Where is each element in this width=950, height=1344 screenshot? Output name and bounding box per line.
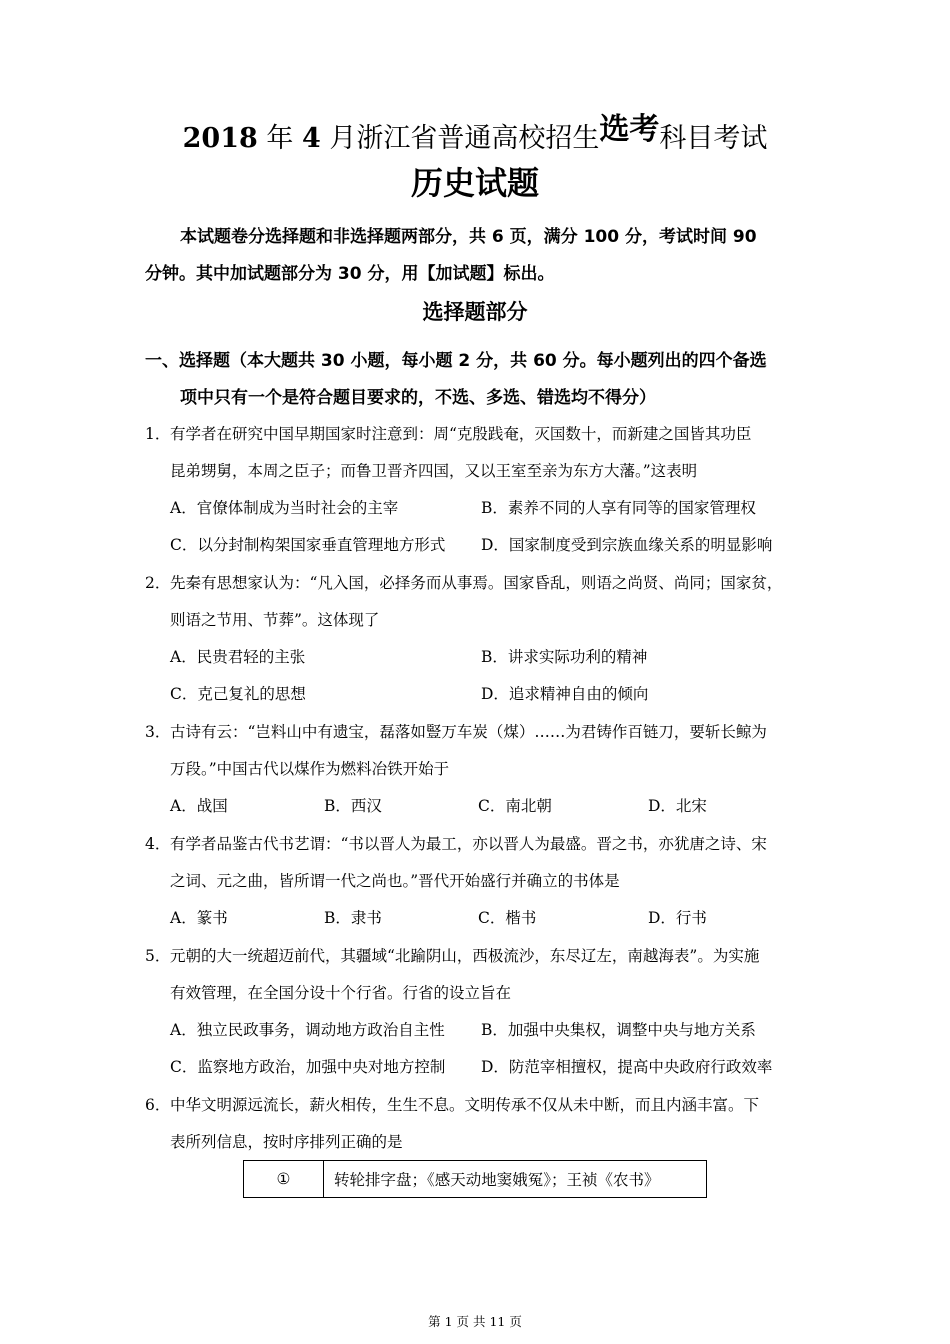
option-b: B．素养不同的人享有同等的国家管理权 xyxy=(481,499,756,517)
question-text: 万段。”中国古代以煤作为燃料冶铁开始于 xyxy=(170,760,450,778)
option-d: D．北宋 xyxy=(648,797,707,815)
option-b: B．隶书 xyxy=(324,909,382,927)
question-text: 则语之节用、节葬”。这体现了 xyxy=(170,611,380,629)
question-text: 先秦有思想家认为：“凡入国，必择务而从事焉。国家昏乱，则语之尚贤、尚同；国家贫， xyxy=(170,574,783,592)
title-month: 4 xyxy=(301,123,321,154)
option-c: C．监察地方政治，加强中央对地方控制 xyxy=(170,1058,446,1076)
title-nian: 年 xyxy=(257,123,302,154)
option-d: D．追求精神自由的倾向 xyxy=(481,685,649,703)
question-text: 古诗有云：“岂料山中有遗宝，磊落如豎万车炭（煤）……为君铸作百链刀，要斩长鲸为 xyxy=(170,723,767,741)
question-text: 表所列信息，按时序排列正确的是 xyxy=(170,1133,403,1151)
option-d: D．防范宰相擅权，提高中央政府行政效率 xyxy=(481,1058,773,1076)
page-footer: 第 1 页 共 11 页 xyxy=(428,1314,522,1329)
intro-line-2: 分钟。其中加试题部分为 30 分，用【加试题】标出。 xyxy=(145,264,555,284)
option-c: C．南北朝 xyxy=(478,797,552,815)
option-d: D．国家制度受到宗族血缘关系的明显影响 xyxy=(481,536,773,554)
question-number: 2． xyxy=(145,574,171,592)
option-a: A．独立民政事务，调动地方政治自主性 xyxy=(170,1021,445,1039)
option-a: A．民贵君轻的主张 xyxy=(170,648,306,666)
question-text: 昆弟甥舅，本周之臣子；而鲁卫晋齐四国，又以王室至亲为东方大藩。”这表明 xyxy=(170,462,698,480)
option-c: C．以分封制构架国家垂直管理地方形式 xyxy=(170,536,446,554)
question-text: 有学者品鉴古代书艺谓：“书以晋人为最工，亦以晋人为最盛。晋之书，亦犹唐之诗、宋 xyxy=(170,835,767,853)
question-number: 3． xyxy=(145,723,171,741)
question-text: 元朝的大一统超迈前代，其疆域“北踰阴山，西极流沙，东尽辽左，南越海表”。为实施 xyxy=(170,947,760,965)
part-one-line-1: 一、选择题（本大题共 30 小题，每小题 2 分，共 60 分。每小题列出的四个备选 xyxy=(145,351,767,371)
question-text: 中华文明源远流长，薪火相传，生生不息。文明传承不仅从未中断，而且内涵丰富。下 xyxy=(170,1096,760,1114)
exam-title xyxy=(0,112,950,156)
question-text: 之词、元之曲，皆所谓一代之尚也。”晋代开始盛行并确立的书体是 xyxy=(170,872,620,890)
option-c: C．楷书 xyxy=(478,909,537,927)
option-a: A．战国 xyxy=(170,797,228,815)
title-year: 2018 xyxy=(182,123,258,154)
title-rest: 月浙江省普通高校招生 xyxy=(320,123,600,154)
option-c: C．克己复礼的思想 xyxy=(170,685,306,703)
option-a: A．官僚体制成为当时社会的主宰 xyxy=(170,499,399,517)
option-b: B．讲求实际功利的精神 xyxy=(481,648,648,666)
option-b: B．西汉 xyxy=(324,797,382,815)
question-text: 有学者在研究中国早期国家时注意到：周“克殷践奄，灭国数十，而新建之国皆其功臣 xyxy=(170,425,752,443)
part-one-line-2: 项中只有一个是符合题目要求的，不选、多选、错选均不得分） xyxy=(180,388,656,408)
option-d: D．行书 xyxy=(648,909,707,927)
option-a: A．篆书 xyxy=(170,909,228,927)
subject-title: 历史试题 xyxy=(410,164,539,202)
question-number: 4． xyxy=(145,835,171,853)
title-xuankao: 选考 xyxy=(599,112,660,147)
question-number: 6． xyxy=(145,1096,171,1114)
question-number: 5． xyxy=(145,947,171,965)
title-end: 科目考试 xyxy=(659,123,768,154)
table-row-number: ① xyxy=(244,1161,324,1197)
section-title: 选择题部分 xyxy=(422,300,528,324)
info-table xyxy=(243,1160,707,1198)
intro-line-1: 本试题卷分选择题和非选择题两部分，共 6 页，满分 100 分，考试时间 90 xyxy=(180,227,757,247)
question-number: 1． xyxy=(145,425,171,443)
question-text: 有效管理，在全国分设十个行省。行省的设立旨在 xyxy=(170,984,512,1002)
option-b: B．加强中央集权，调整中央与地方关系 xyxy=(481,1021,756,1039)
table-row-content: 转轮排字盘；《感天动地窦娥冤》；王祯《农书》 xyxy=(334,1171,660,1189)
